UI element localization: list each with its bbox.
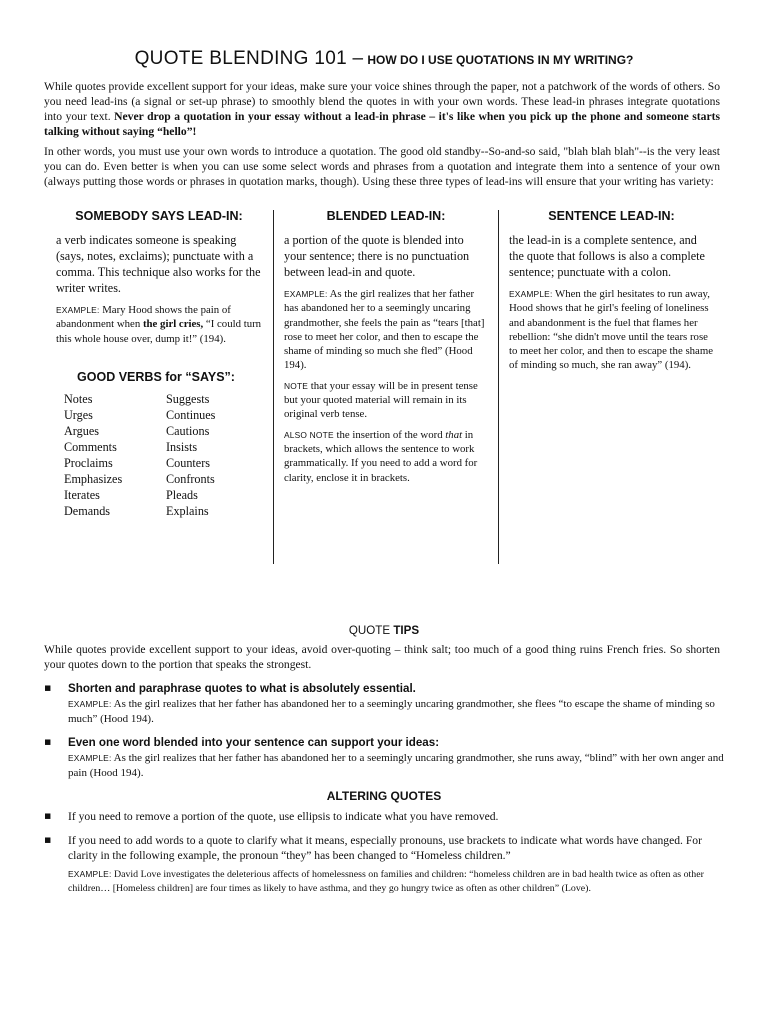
verb-item: Cautions — [166, 423, 210, 438]
example-text: David Love investigates the deleterious affects of homelessness on families and children: “homeless children are in bad health twice as often as other children… [Homeless children] are four times as likely to have asthma, and they go hungry twice as often as other children” (Love). — [68, 869, 704, 894]
tip-example — [68, 697, 724, 727]
example-label: EXAMPLE: — [509, 289, 553, 299]
tip-heading: Even one word blended into your sentence can support your ideas: — [68, 736, 440, 749]
also-note-text-a: the insertion of the word — [333, 428, 446, 441]
bullet-icon: ▪ — [44, 735, 52, 748]
example-label: EXAMPLE: — [284, 289, 328, 299]
title-sub: HOW DO I USE QUOTATIONS IN MY WRITING? — [367, 53, 634, 67]
verb-item: Suggests — [166, 391, 210, 406]
column-somebody-says — [56, 209, 266, 519]
verb-item: Continues — [166, 407, 216, 422]
example-label: EXAMPLE: — [68, 699, 112, 709]
verb-item: Demands — [64, 503, 111, 518]
verb-item: Comments — [64, 439, 117, 454]
intro-p1-bold: Never drop a quotation in your essay without a lead-in phrase – it's like when you pick up the phone and someone starts talking without saying “hello”! — [44, 110, 720, 138]
verb-item: Pleads — [166, 487, 198, 502]
altering-bullet-1 — [44, 809, 724, 824]
altering-text: If you need to add words to a quote to clarify what it means, especially pronouns, use brackets to indicate what words have changed. For clarity in the following example, the pronoun “they” has been changed to “Homeless children.” — [68, 834, 702, 862]
title-main: QUOTE BLENDING 101 – — [134, 48, 364, 69]
altering-text: If you need to remove a portion of the quote, use ellipsis to indicate what you have removed. — [68, 810, 499, 823]
verbs-heading: GOOD VERBS for “SAYS”: — [77, 369, 235, 384]
verb-item: Proclaims — [64, 455, 113, 470]
tips-heading-a: QUOTE — [348, 624, 394, 637]
also-note-text-b: in brackets, which allows the sentence to work grammatically. If you need to add a word for clarity, enclose it in brackets. — [284, 428, 478, 484]
column-divider — [498, 210, 499, 564]
column-heading: SOMEBODY SAYS LEAD-IN: — [75, 209, 243, 223]
verb-item: Confronts — [166, 471, 215, 486]
example-text-bold: the girl cries, — [142, 318, 204, 331]
altering-bullet-2 — [44, 833, 724, 895]
tips-paragraph: While quotes provide excellent support to your ideas, avoid over-quoting – think salt; too much of a good thing ruins French fries. So shorten your quotes down to the portion that speaks the strongest. — [44, 643, 720, 671]
intro-paragraph-2: In other words, you must use your own words to introduce a quotation. The good old standby--So-and-so said, "blah blah blah"--is the very least you can do. Even better is when you can use some select words and phrases from a quotation and integrate them into a sentence of your own (always putting those words or phrases in quotation marks, though). Using these three types of lead-ins will ensure that your writing has variety: — [44, 145, 720, 188]
column-example — [284, 287, 488, 373]
altering-example — [68, 868, 724, 895]
tip-heading: Shorten and paraphrase quotes to what is absolutely essential. — [68, 682, 416, 695]
verb-item: Explains — [166, 503, 209, 518]
also-note-italic: that — [445, 428, 463, 441]
column-description: a portion of the quote is blended into your sentence; there is no punctuation between lead-in and quote. — [284, 233, 470, 279]
verb-item: Notes — [64, 391, 93, 406]
column-sentence — [509, 209, 714, 379]
verb-item: Emphasizes — [64, 471, 123, 486]
example-text: When the girl hesitates to run away, Hood shows that he girl's feeling of loneliness and abandonment is the fuel that flames her rebellion: “she didn't move until the tears rose to meet her color, and then to escape the shame of minding so much, she ran away” (194). — [509, 288, 714, 372]
verb-item: Urges — [64, 407, 93, 422]
bullet-icon: ▪ — [44, 833, 52, 846]
tip-bullet-2 — [44, 735, 724, 781]
verbs-list — [64, 391, 266, 519]
bullet-icon: ▪ — [44, 809, 52, 822]
tip-example — [68, 751, 724, 781]
page-title — [0, 48, 768, 70]
verb-item: Insists — [166, 439, 198, 454]
altering-heading: ALTERING QUOTES — [326, 789, 442, 803]
example-label: EXAMPLE: — [68, 753, 112, 763]
note-label: NOTE — [284, 380, 309, 391]
column-blended — [284, 209, 488, 491]
column-also-note — [284, 428, 488, 485]
tip-bullet-1 — [44, 681, 724, 727]
example-text: As the girl realizes that her father has abandoned her to a seemingly uncaring grandmother, she runs away, “blind” with her own anger and pain (Hood 194). — [68, 752, 724, 779]
verb-item: Iterates — [64, 487, 100, 502]
intro-p1-text: While quotes provide excellent support for your ideas, make sure your voice shines through the paper, not a patchwork of the words of others. So you need lead-ins (a signal or set-up phrase) to smoothly blend the quotes in with your own words. These lead-in phrases integrate quotations into your text. — [44, 80, 720, 123]
bullet-icon: ▪ — [44, 681, 52, 694]
note-text: that your essay will be in present tense but your quoted material will remain in its original verb tense. — [284, 379, 478, 421]
column-example — [509, 287, 714, 373]
column-description: a verb indicates someone is speaking (says, notes, exclaims); punctuate with a comma. This technique also works for the writer writes. — [56, 233, 261, 295]
example-label: EXAMPLE: — [68, 869, 112, 879]
tips-heading — [0, 624, 768, 637]
column-example — [56, 303, 266, 346]
column-note — [284, 379, 488, 422]
also-note-label: ALSO NOTE — [284, 429, 334, 440]
column-divider — [273, 210, 274, 564]
verb-item: Counters — [166, 455, 211, 470]
example-text-a: Mary Hood shows the pain of abandonment when — [56, 304, 231, 331]
example-label: EXAMPLE: — [56, 305, 100, 315]
intro-paragraph-1 — [44, 79, 720, 139]
column-description: the lead-in is a complete sentence, and the quote that follows is also a complete sentence; punctuate with a colon. — [509, 233, 705, 279]
column-heading: BLENDED LEAD-IN: — [326, 209, 446, 223]
column-heading: SENTENCE LEAD-IN: — [548, 209, 675, 223]
tips-heading-b: TIPS — [393, 624, 420, 637]
example-text: As the girl realizes that her father has abandoned her to a seemingly uncaring grandmother, she flees “to escape the shame of minding so much” (Hood 194). — [68, 698, 715, 725]
verb-item: Argues — [64, 423, 99, 438]
example-text-b: “I could turn this whole house over, dump it!” (194). — [56, 318, 262, 345]
example-text: As the girl realizes that her father has abandoned her to a seemingly uncaring grandmother, she feels the pain as “tears [that] rose to meet her color, and then to escape the shame of minding so much she fled” (Hood 194). — [284, 288, 485, 372]
